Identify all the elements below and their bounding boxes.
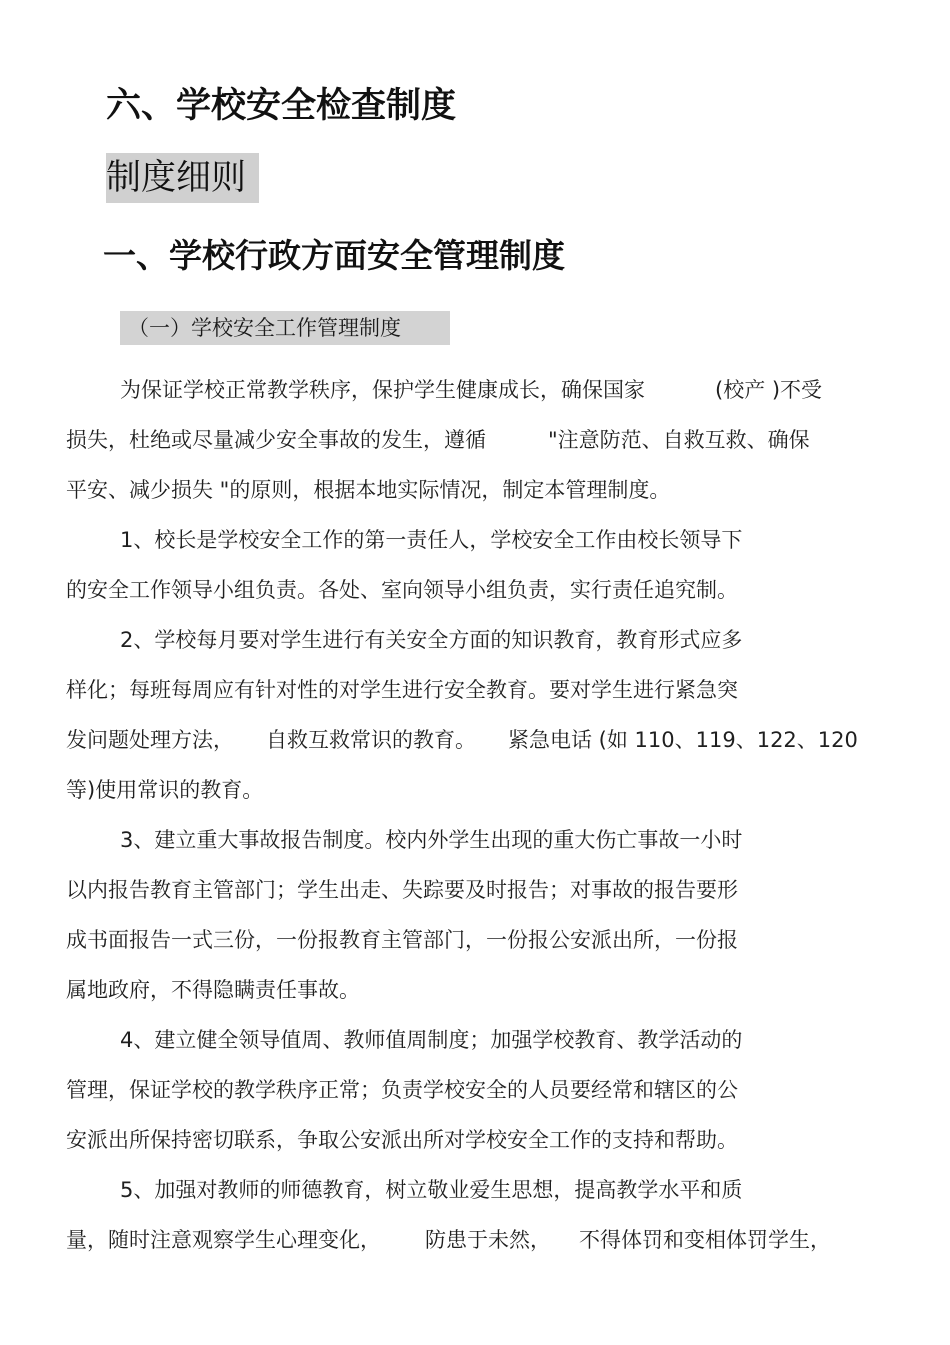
paragraph-line: 1、校长是学校安全工作的第一责任人，学校安全工作由校长领导下 xyxy=(120,528,743,552)
paragraph-line: 成书面报告一式三份，一份报教育主管部门，一份报公安派出所，一份报 xyxy=(66,928,738,952)
paragraph-line: 3、建立重大事故报告制度。校内外学生出现的重大伤亡事故一小时 xyxy=(120,828,743,852)
paragraph-line: 的安全工作领导小组负责。各处、室向领导小组负责，实行责任追究制。 xyxy=(66,578,738,602)
text-span: 损失，杜绝或尽量减少安全事故的发生，遵循 xyxy=(66,428,486,452)
paragraph-line: 平安、减少损失 "的原则，根据本地实际情况，制定本管理制度。 xyxy=(66,478,671,502)
subsection-title: （一）学校安全工作管理制度 xyxy=(120,311,450,345)
text-span: 发问题处理方法， xyxy=(66,728,234,752)
highlighted-title: 制度细则 xyxy=(106,153,259,203)
section-title: 六、学校安全检查制度 xyxy=(106,86,457,126)
text-span: 紧急电话 (如 110、119、122、120 xyxy=(508,728,858,752)
text-span: 自救互救常识的教育。 xyxy=(266,728,476,752)
text-span: 不得体罚和变相体罚学生， xyxy=(579,1228,831,1252)
text-span: 防患于未然， xyxy=(425,1228,551,1252)
paragraph-line: 样化；每班每周应有针对性的对学生进行安全教育。要对学生进行紧急突 xyxy=(66,678,738,702)
text-span: 为保证学校正常教学秩序，保护学生健康成长，确保国家 xyxy=(120,378,645,402)
paragraph-line: 安派出所保持密切联系，争取公安派出所对学校安全工作的支持和帮助。 xyxy=(66,1128,738,1152)
paragraph-line xyxy=(120,376,822,404)
text-span: 量，随时注意观察学生心理变化， xyxy=(66,1228,381,1252)
paragraph-line: 4、建立健全领导值周、教师值周制度；加强学校教育、教学活动的 xyxy=(120,1028,743,1052)
paragraph-line: 属地政府，不得隐瞒责任事故。 xyxy=(66,978,360,1002)
paragraph-line xyxy=(66,426,810,454)
paragraph-line: 2、学校每月要对学生进行有关安全方面的知识教育，教育形式应多 xyxy=(120,628,743,652)
paragraph-line xyxy=(66,726,858,754)
chapter-title: 一、学校行政方面安全管理制度 xyxy=(103,236,565,275)
paragraph-line: 5、加强对教师的师德教育，树立敬业爱生思想，提高教学水平和质 xyxy=(120,1178,743,1202)
paragraph-line: 管理，保证学校的教学秩序正常；负责学校安全的人员要经常和辖区的公 xyxy=(66,1078,738,1102)
paragraph-line: 等)使用常识的教育。 xyxy=(66,778,264,802)
paragraph-line xyxy=(66,1226,831,1254)
text-span: (校产 )不受 xyxy=(715,378,823,402)
paragraph-line: 以内报告教育主管部门；学生出走、失踪要及时报告；对事故的报告要形 xyxy=(66,878,738,902)
text-span: "注意防范、自救互救、确保 xyxy=(548,428,810,452)
